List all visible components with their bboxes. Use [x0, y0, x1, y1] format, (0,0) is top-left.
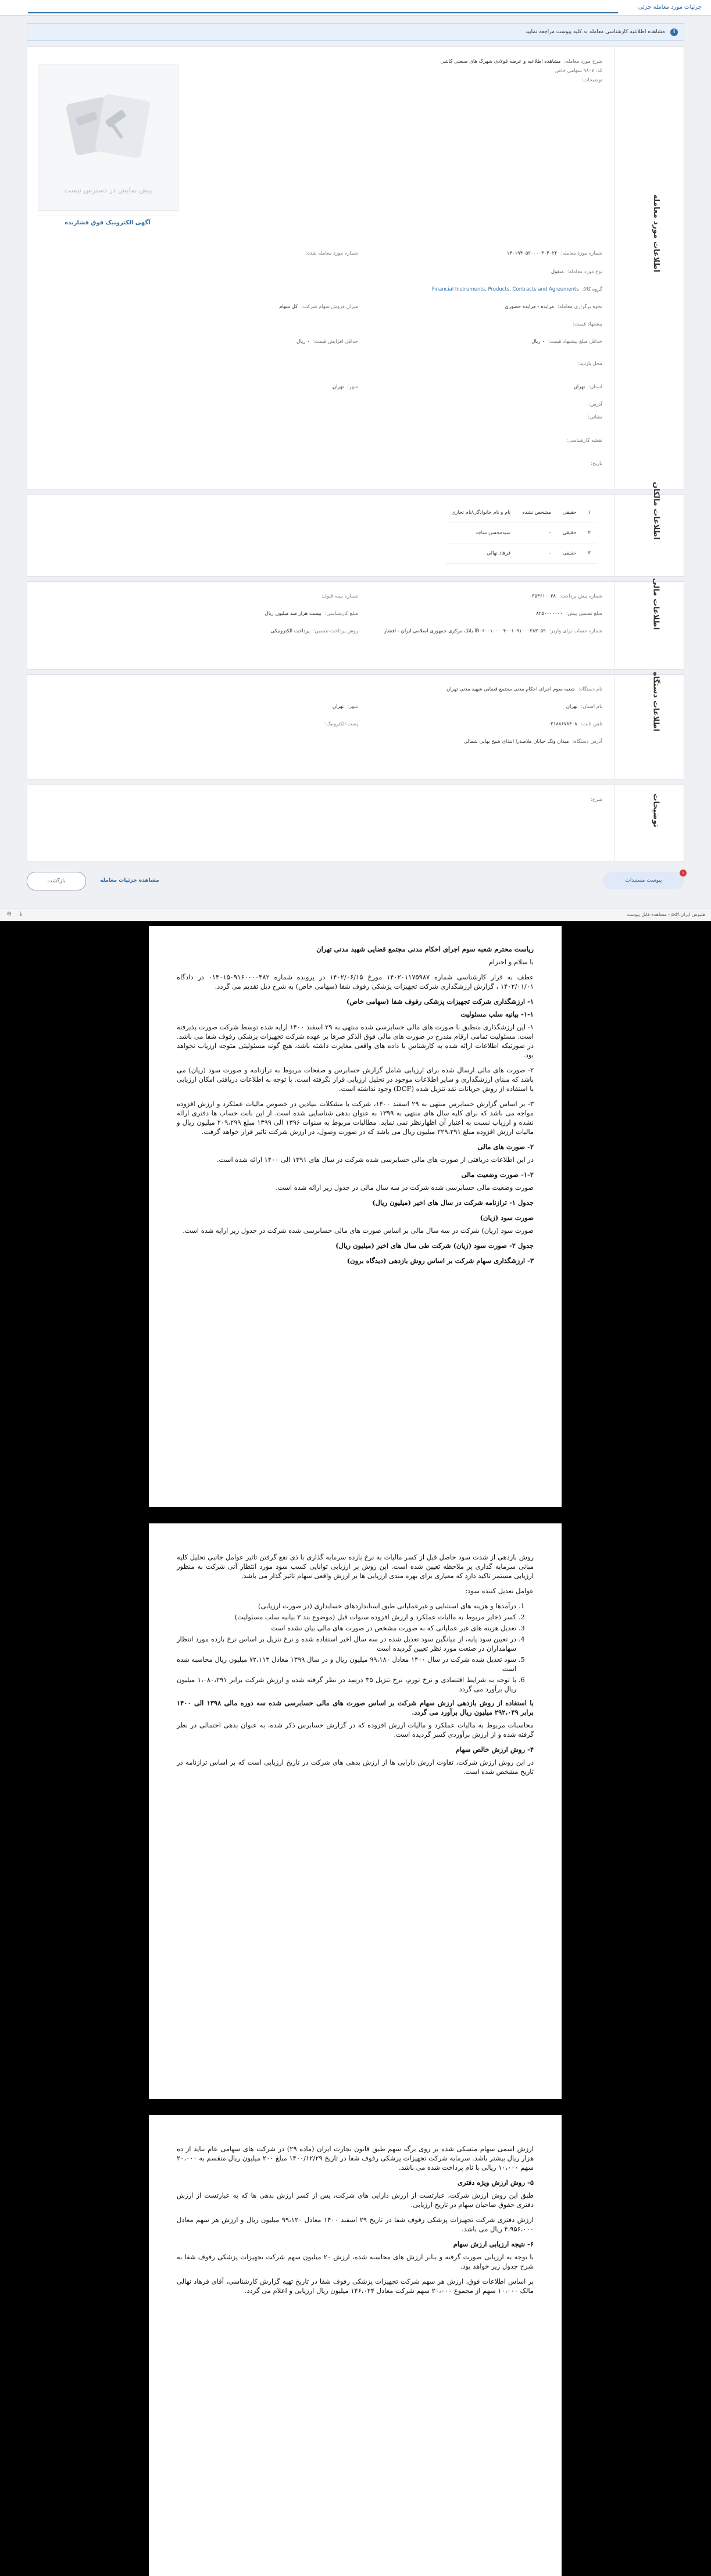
viewer-filename: هلیوس ایران.pdf - مشاهده فایل پیوست	[626, 912, 705, 917]
field-bid: پیشنهاد قیمت:	[573, 321, 602, 327]
fin-account: شماره حساب برای واریز:IR۰۶۰۰۱۰۰۰۰۴۰۰۱۰۹۱۰۰۰۲۸۳۰۵۹ بانک مرکزی جمهوری اسلامی ایران - افشار	[384, 628, 602, 634]
field-address: آدرس:	[588, 402, 602, 407]
back-button[interactable]: بازگشت	[27, 872, 86, 890]
financial-panel	[27, 578, 684, 670]
field-province: استان:تهران	[573, 384, 602, 390]
notes-field: توضیحات:	[581, 77, 602, 83]
gavel-placeholder-icon	[65, 88, 152, 164]
document-viewer[interactable]	[0, 921, 711, 2576]
notice-text: مشاهده اطلاعیه کارشناسی معامله به کلیه پیوست مراجعه نمایید	[525, 29, 665, 35]
dev-province: نام استان:تهران	[566, 704, 602, 710]
attachments-button[interactable]	[603, 872, 684, 889]
attachments-count-badge: ۱	[680, 870, 687, 876]
table-row: ۱ حقیقی مشخص نشده نام و نام خانوادگی/نام تجاری	[446, 503, 596, 523]
doc-salutation: با سلام و احترام	[488, 958, 534, 966]
doc-paragraph: ۳- بر اساس گزارش حسابرس منتهی به ۲۹ اسفند ۱۴۰۰، شرکت با مشکلات بنیادین در خصوص مالیات عملکرد و ارزش افزوده مواجه می باشد که برای کلیه سال های منتهی به ۱۳۹۹ به عنوان بدهی شناسایی شده است. از این بابت حساب ها دفتری ارائه نشده و ارزیاب نسبت به اعتبار آن اظهارنظر نمی نماید. مطالبات مربوط به سنوات ۱۳۹۶ الی ۱۳۹۹ مبلغ ۲۰۹،۲۹۹ میلیون ریال و مالیات ارزش افزوده مبلغ ۲۲۹،۲۹۱ میلیون ریال می باشد که در صورت وصول، در ارزش شرکت تاثیر قرار خواهد گرفت.	[177, 1100, 534, 1136]
image-caption: پیش نمایش در دسترس نیست	[64, 186, 152, 194]
doc-list	[177, 1601, 534, 1694]
list-item: 2. کسر ذخایر مربوط به مالیات عملکرد و ارزش افزوده سنوات قبل (موضوع بند ۳ بیانیه سلب مسئولیت)	[177, 1612, 516, 1622]
view-details-button[interactable]: مشاهده جزئیات معامله	[100, 878, 159, 883]
doc-section: ۲- صورت های مالی	[477, 1143, 534, 1151]
download-icon[interactable]: ⤓	[19, 911, 22, 917]
descriptions-panel	[27, 785, 684, 861]
doc-paragraph: در این روش ارزش شرکت، تفاوت ارزش دارایی ها از ارزش بدهی های شرکت در تاریخ ارزیابی است که بر اساس ترازنامه در تاریخ مشخص شده است.	[177, 1758, 534, 1776]
doc-paragraph: ۱- این ارزشگذاری منطبق با صورت های مالی حسابرسی شده منتهی به ۲۹ اسفند ۱۴۰۰ ارایه شده توسط شرکت صورت پذیرفته است. مسئولیت تمامی ارقام مندرج در صورت های مالی فوق الذکر صرفا بر عهده شرکت تجهیزات پزشکی رفوف شفا می باشد. در صورتیکه اطلاعات ارائه شده به کارشناس با داده های واقعی مغایرت داشته باشد، هیچ گونه مسئولیتی متوجه ارزیاب نخواهد بود.	[177, 1023, 534, 1059]
doc-paragraph: صورت سود (زیان) شرکت در سه سال مالی بر اساس صورت های مالی حسابرسی شده شرکت در جدول زیر ارایه شده است.	[183, 1226, 534, 1235]
doc-paragraph: ارزش دفتری شرکت تجهیزات پزشکی رفوف شفا در تاریخ ۲۹ اسفند ۱۴۰۰ معادل ۹۹،۱۲۰ میلیون ریال و ارزش هر سهم معادل ۴،۹۵۶،۰۰۰ ریال می باشد.	[177, 2216, 534, 2233]
field-map: نقشه کارشناسی:	[566, 438, 602, 443]
list-item: 6. با توجه به شرایط اقتصادی و نرخ تورم، نرخ تنزیل ۳۵ درصد در نظر گرفته شده و ارزش شرکت برابر ۱،۰۸۰،۲۹۱ میلیون ریال برآورد می گردد	[177, 1675, 516, 1694]
dev-name: نام دستگاه:شعبه سوم اجرای احکام مدنی مجتمع قضایی شهید مدنی تهران	[446, 686, 602, 692]
viewer-toolbar	[0, 908, 711, 922]
list-item: 5. سود تعدیل شده شرکت در سال ۱۴۰۰ معادل ۹۹،۱۸۰ میلیون ریال و در سال ۱۳۹۹ معادل ۷۲،۱۱۳ میلیون ریال محاسبه شده است	[177, 1655, 516, 1673]
list-item: 3. تعدیل هزینه های غیر عملیاتی که به صورت مشخص در صورت های مالی بیان نشده است	[177, 1623, 516, 1633]
device-side-title: اطلاعات دستگاه	[614, 675, 684, 779]
transaction-side-title: اطلاعات مورد معامله	[614, 47, 684, 489]
document-page-3	[149, 2115, 562, 2576]
doc-subsection: ۱-۲- صورت وضعیت مالی	[461, 1171, 534, 1179]
doc-section: ۶- نتیجه ارزیابی ارزش سهام	[453, 2240, 534, 2248]
field-location: نشانی:	[588, 414, 602, 420]
field-visit: محل بازدید:	[578, 361, 602, 367]
doc-paragraph: بر اساس اطلاعات فوق، ارزش هر سهم شرکت تجهیزات پزشکی رفوف شفا در تاریخ تهیه گزارش کارشناسی، آقای فرهاد نهالی مالک ۱۰،۰۰۰ سهم از مجموع ۲۰،۰۰۰ سهم شرکت معادل ۱۴۶،۰۲۴ میلیون ریال ارزیابی و اعلام می گردد.	[177, 2277, 534, 2295]
doc-paragraph: عوامل تعدیل کننده سود:	[465, 1587, 534, 1595]
field-number: شماره مورد معامله:۱۴۰۱۹۴۰۵۲۰۰۰۰۴۰۴۰۲۲	[506, 251, 602, 256]
doc-paragraph: روش بازدهی از شدت سود حاصل قبل از کسر مالیات به نرخ بازده سرمایه گذاری با ذی نفع گرفتن تاثیر عوامل جانبی تحلیل کلیه مبانی سرمایه گذاری پر ملاحظه تعیین شده است. این روش بر ارزیابی توانایی کسب سود مورد انتظار آتی شرکت به منظور ارزیابی مستمر تاکید دارد که معیاری برای بهره مندی ارزیابی ها بر ارزش واقعی سهام تاثیر گذار می باشد.	[177, 1553, 534, 1580]
fin-insurance: شماره بیمه قبول:	[321, 593, 358, 599]
table-row: ۲ حقیقی - سیدمحسن ساجد	[446, 523, 596, 543]
field-date: تاریخ:	[591, 461, 602, 467]
field-method: نحوه برگزاری معامله:مزایده - مزایده حضوری	[505, 304, 602, 310]
doc-paragraph: در این اطلاعات دریافتی از صورت های مالی حسابرسی شده شرکت در سال های ۱۳۹۱ الی ۱۴۰۰ ارائه شده است.	[216, 1155, 534, 1164]
doc-paragraph: ۲- صورت های مالی ارسال شده برای ارزیابی شامل گزارش حسابرس و صفحات مربوط به ترازنامه و صورت سود (زیان) می باشد که مبنای ارزشگذاری و سایر اطلاعات موجود در تحلیل ارزیابی قرار نگرفته است. با توجه به اطلاعات دریافتی امکان ارزیابی با استفاده از روش جریانات نقد تنزیل شده (DCF) وجود نداشته است.	[177, 1066, 534, 1093]
ad-link[interactable]: آگهی الکترونیک فوق فشارنده	[38, 216, 177, 226]
page-title: جزئیات مورد معامله جزئی	[638, 4, 702, 10]
field-min-bid: حداقل مبلغ پیشنهاد قیمت:۰ ریال	[531, 339, 602, 345]
doc-table-caption: جدول ۲- صورت سود (زیان) شرکت طی سال های اخیر (میلیون ریال)	[335, 1242, 534, 1250]
desc-text: شرح:	[590, 797, 602, 803]
zoom-icon[interactable]: ⊕	[6, 911, 12, 917]
table-row: ۳ حقیقی - فرهاد نهالی	[446, 543, 596, 564]
field-city: شهر:تهران	[332, 384, 358, 390]
owners-panel	[27, 482, 684, 577]
descriptions-side-title: توضیحات	[614, 785, 684, 861]
fin-guarantee: مبلغ تضمین پیش:۸۲۵۰۰۰۰۰۰۰	[536, 611, 602, 617]
field-share-amount: میزان فروش سهام شرکت:کل سهام	[279, 304, 358, 310]
fin-method: روش پرداخت تضمین:پرداخت الکترونیکی	[270, 628, 358, 634]
list-item: 1. درآمدها و هزینه های استثنایی و غیرعملیاتی طبق استانداردهای حسابداری (در صورت ارزیابی)	[177, 1601, 516, 1611]
doc-paragraph: طبق این روش ارزش شرکت، عبارتست از ارزش دارایی های شرکت، پس از کسر ارزش بدهی ها که به عبارتست از ارزش دفتری حقوق صاحبان سهام در تاریخ ارزیابی.	[177, 2191, 534, 2209]
image-preview	[38, 65, 178, 211]
field-group: گروه کالا:Financial Instruments, Products, Contracts and Agreements	[431, 287, 602, 292]
doc-subsection: صورت سود (زیان)	[480, 1214, 534, 1222]
doc-paragraph: محاسبات مربوط به مالیات عملکرد و مالیات ارزش افزوده که در گزارش حسابرس ذکر شده، به عنوان بدهی احتمالی در نظر گرفته شده و از ارزش برآوردی کسر گردیده است.	[177, 1721, 534, 1738]
field-min-increase: حداقل افزایش قیمت:۰ ریال	[296, 339, 358, 345]
title-underline	[28, 12, 618, 13]
doc-section: ۵- روش ارزش ویژه دفتری	[457, 2178, 534, 2187]
doc-section: ۴- روش ارزش خالص سهام	[455, 1745, 534, 1754]
info-icon: i	[670, 28, 678, 36]
attachments-label: پیوست مستندات	[625, 878, 662, 883]
dev-phone: تلفن ثابت:۰۲۱۸۸۶۷۸۴۰۸	[548, 721, 602, 727]
doc-paragraph: صورت وضعیت مالی حسابرسی شده شرکت در سه سال مالی در جدول زیر ارائه شده است.	[276, 1183, 534, 1192]
doc-subsection: ۱-۱- بیانیه سلب مسئولیت	[460, 1010, 534, 1018]
doc-paragraph: ارزش اسمی سهام متسکی شده بر روی برگه سهم طبق قانون تجارت ایران (ماده ۲۹) در شرکت های سهامی عام نباید از ده هزار ریال بیشتر باشد. سرمایه شرکت تجهیزات پزشکی رفوف شفا در تاریخ ۱۴۰۰/۱۲/۲۹ مبلغ ۲۰۰ میلیون ریال منقسم به ۲۰،۰۰۰ سهم ۱۰،۰۰۰ ریالی با نام پرداخت شده می باشد.	[177, 2145, 534, 2171]
list-item: 4. در تعیین سود پایه، از میانگین سود تعدیل شده در سه سال اخیر استفاده شده و نرخ تنزیل بر اساس نرخ بازده مورد انتظار سهامداران در صنعت مورد نظر تعیین گردیده است	[177, 1634, 516, 1653]
doc-intro: عطف به قرار کارشناسی شماره ۱۴۰۲۰۱۱۷۵۹۸۷ مورخ ۱۴۰۲/۰۶/۱۵ در پرونده شماره ۰۱۴۰۱۵۰۹۱۶۰۰۰۰۴۸۲ در دادگاه ۱۴۰۲/۰۱/۰۱ ، گزارش ارزشگذاری شرکت تجهیزات پزشکی رفوف شفا (سهامی خاص) به شرح ذیل تقدیم می گردد.	[177, 973, 534, 990]
doc-section: ۳- ارزشگذاری سهام شرکت بر اساس روش بازدهی (دیدگاه برون)	[346, 1257, 534, 1265]
doc-paragraph: با توجه به ارزیابی صورت گرفته و بنابر ارزش های محاسبه شده، ارزش ۲۰ میلیون سهم شرکت تجهیزات پزشکی رفوف شفا به شرح جدول زیر خواهد بود.	[177, 2253, 534, 2270]
doc-table-caption: جدول ۱- ترازنامه شرکت در سال های اخیر (میلیون ریال)	[372, 1198, 534, 1207]
financial-side-title: اطلاعات مالی	[614, 582, 684, 669]
top-bar	[0, 0, 711, 16]
dev-email: پست الکترونیک:	[324, 721, 358, 727]
owners-side-title: اطلاعات مالکان	[614, 495, 684, 576]
field-type: نوع مورد معامله:منقول	[551, 269, 602, 275]
document-page-2	[149, 1523, 562, 2099]
desc-field: شرح مورد معامله:مشاهده اطلاعیه و عرضه فولادی شهرک های صنعتی کاشی	[440, 59, 602, 65]
fin-expert-amount: مبلغ کارشناسی:بیست هزار صد میلیون ریال	[265, 611, 358, 617]
field-sold-number: شماره مورد معامله شده:	[305, 251, 358, 256]
dev-address: آدرس دستگاه:میدان ونک خیابان ملاصدرا ابتدای شیخ بهایی شمالی	[463, 739, 602, 745]
notice-banner	[27, 23, 684, 41]
transaction-panel	[27, 46, 684, 489]
fin-prepay: شماره پیش پرداخت:۰۳۵۴۶۱۰۰۳۸	[529, 593, 602, 599]
dev-city: شهر:تهران	[332, 704, 358, 710]
footer-actions	[27, 872, 684, 890]
doc-heading: ریاست محترم شعبه سوم اجرای احکام مدنی مجتمع قضایی شهید مدنی تهران	[316, 945, 534, 953]
doc-section: ۱- ارزشگذاری شرکت تجهیزات پزشکی رفوف شفا (سهامی خاص)	[346, 997, 534, 1006]
doc-section: با استفاده از روش بازدهی ارزش سهام شرکت بر اساس صورت های مالی حسابرسی شده سه دوره مالی ۱۳۹۸ الی ۱۴۰۰ برابر ۲۹۲،۰۴۹ میلیون ریال برآورد می گردد.	[177, 1699, 534, 1716]
document-page-1	[149, 926, 562, 1507]
owners-table	[446, 503, 596, 564]
code-field: کد: ۹۸۰۷ سهامی خاص	[555, 68, 602, 74]
device-panel	[27, 671, 684, 780]
